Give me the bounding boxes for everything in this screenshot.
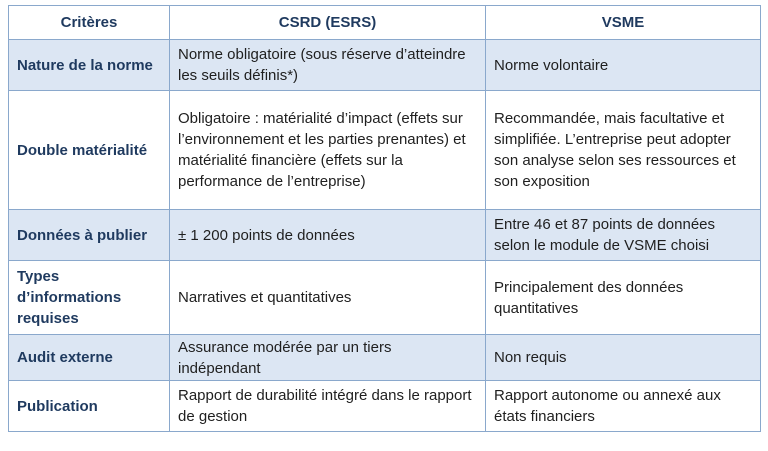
row-publication: [9, 381, 761, 432]
critere-cell: Types d’informations requises: [9, 261, 170, 335]
critere-cell: Audit externe: [9, 335, 170, 381]
critere-cell: Données à publier: [9, 210, 170, 261]
vsme-cell: Recommandée, mais facultative et simplifiée. L’entreprise peut adopter son analyse selon ses ressources et son exposition: [486, 91, 761, 210]
row-nature-norme: [9, 40, 761, 91]
csrd-cell: Narratives et quantitatives: [170, 261, 486, 335]
csrd-cell: ± 1 200 points de données: [170, 210, 486, 261]
header-criteres: Critères: [9, 6, 170, 40]
critere-cell: Double matérialité: [9, 91, 170, 210]
row-audit-externe: [9, 335, 761, 381]
vsme-cell: Non requis: [486, 335, 761, 381]
comparison-table: [8, 5, 761, 432]
csrd-cell: Obligatoire : matérialité d’impact (effets sur l’environnement et les parties prenantes) et matérialité financière (effets sur la performance de l’entreprise): [170, 91, 486, 210]
vsme-cell: Rapport autonome ou annexé aux états financiers: [486, 381, 761, 432]
row-donnees-publier: [9, 210, 761, 261]
critere-cell: Publication: [9, 381, 170, 432]
row-types-informations: [9, 261, 761, 335]
csrd-cell: Rapport de durabilité intégré dans le rapport de gestion: [170, 381, 486, 432]
header-csrd: CSRD (ESRS): [170, 6, 486, 40]
csrd-cell: Assurance modérée par un tiers indépendant: [170, 335, 486, 381]
header-vsme: VSME: [486, 6, 761, 40]
critere-cell: Nature de la norme: [9, 40, 170, 91]
vsme-cell: Principalement des données quantitatives: [486, 261, 761, 335]
row-double-materialite: [9, 91, 761, 210]
csrd-cell: Norme obligatoire (sous réserve d’atteindre les seuils définis*): [170, 40, 486, 91]
vsme-cell: Entre 46 et 87 points de données selon le module de VSME choisi: [486, 210, 761, 261]
vsme-cell: Norme volontaire: [486, 40, 761, 91]
header-row: [9, 6, 761, 40]
